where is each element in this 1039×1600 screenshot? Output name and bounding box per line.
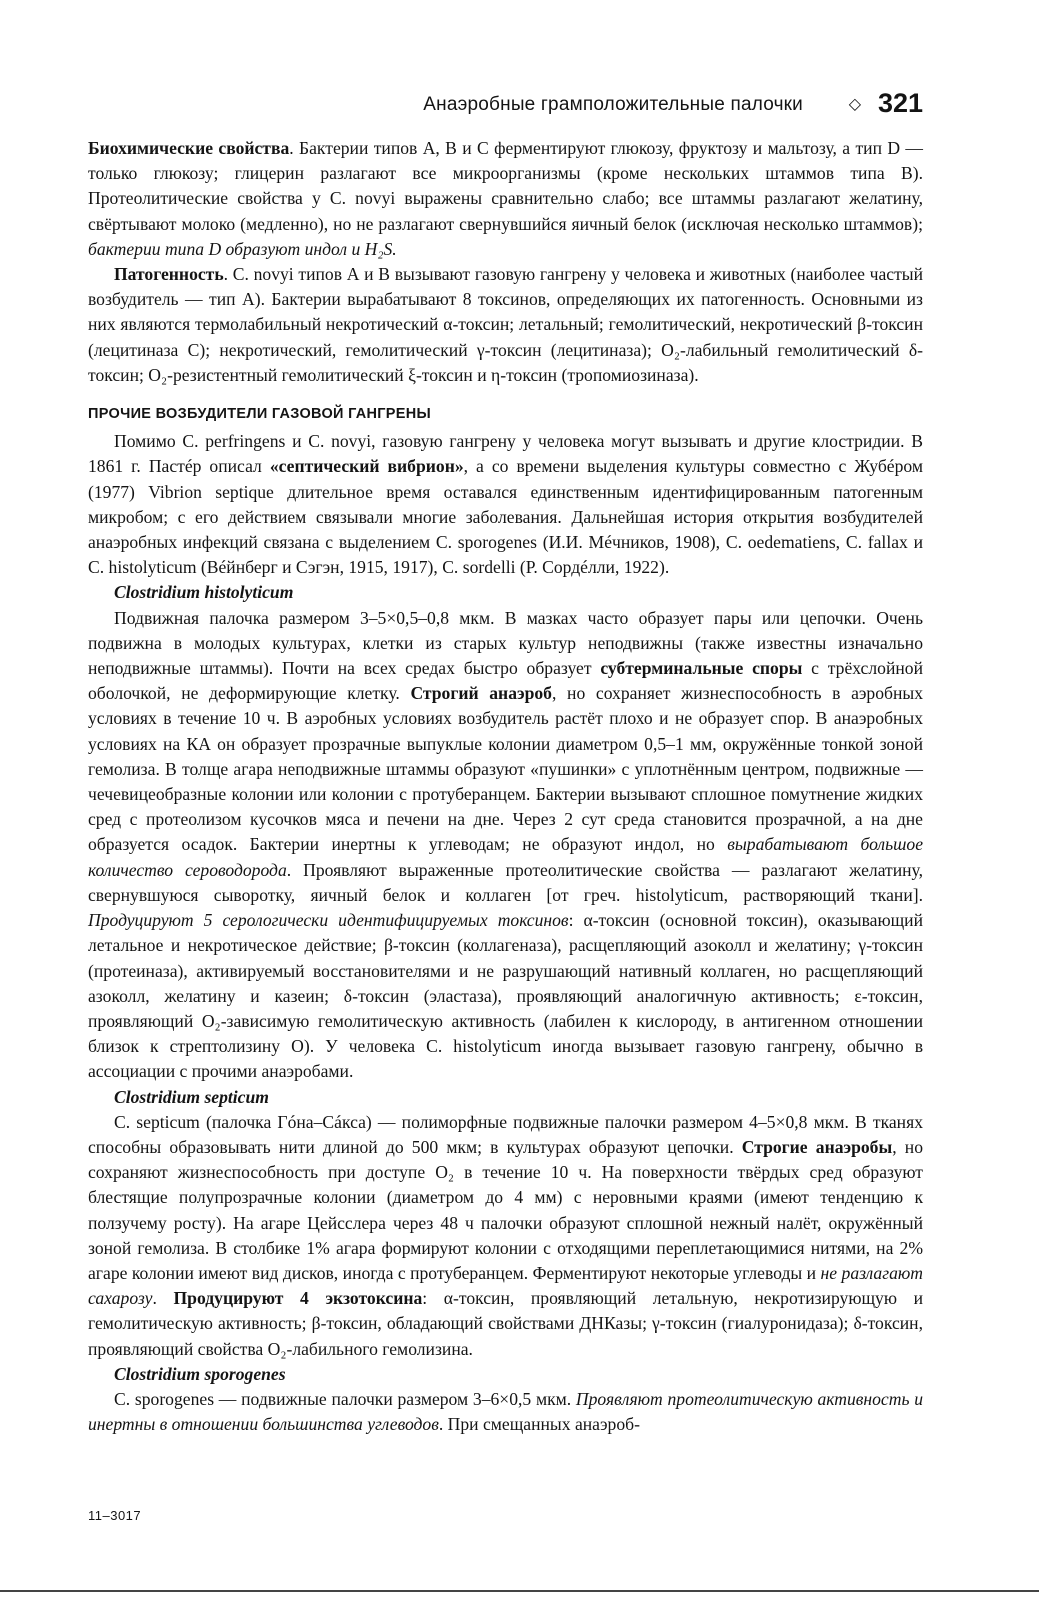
biochemical-heading: Биохимические свойства: [88, 138, 290, 158]
subtitle-septicum: Clostridium septicum: [114, 1086, 269, 1107]
histo-text-4: . Проявляют выраженные протеолитические свойства — разлагают желатину, свернувшуюся сыворотку, яичный белок и коллаген [от греч. histolyticum, растворяющий ткани].: [88, 859, 923, 905]
other-text-1: Помимо C. perfringens и C. novyi, газовую гангрену у человека могут вызывать и другие клостридии. В 1861 г. Пастéр описал: [88, 431, 923, 477]
running-title: Анаэробные грамположительные палочки: [423, 94, 803, 115]
biochemical-text: . Бактерии типов А, В и С ферментируют глюкозу, фруктозу и мальтозу, а тип D — только глюкозу; глицерин разлагают все микроорганизмы (кроме нескольких штаммов типа В). Протеолитические свойства у C. novyi выражены сравнительно слабо; все штаммы разлагают желатину, свёртывают молоко (медленно), но не разлагают свернувшийся яичный белок (исключая несколько штаммов);: [88, 138, 924, 234]
sporo-text-2: . При смещанных анаэроб-: [438, 1414, 640, 1435]
histo-text-5: : α-токсин (основной токсин), оказывающий летальное и некротическое действие; β-токсин (коллагеназа), расщепляющий азоколл и желатину; γ-токсин (протеиназа), активируемый восстановителями и не разрушающий нативный коллаген, но расщепляющий азоколл, желатину и казеин; δ-токсин (эластаза), проявляющий аналогичную активность; ε-токсин, проявляющий O₂-зависимую гемолитическую активность (лабилен к кислороду, в антигенном отношении близок к стрептолизину О). У человека C. histolyticum иногда вызывает газовую гангрену, обычно в ассоциации с прочими анаэробами.: [88, 910, 923, 1082]
paragraph-other-agents: [88, 429, 923, 580]
histo-bold-1: субтерминальные споры: [600, 658, 803, 679]
sporo-text-1: C. sporogenes — подвижные палочки размером 3–6×0,5 мкм.: [114, 1388, 576, 1409]
pathogenicity-heading: Патогенность: [114, 264, 224, 285]
sept-text-2: , но сохраняют жизнеспособность при доступе O₂ в течение 10 ч. На поверхности твёрдых сред образуют блестящие полупрозрачные колонии (диаметром до 4 мм) с неровными краями (имеют тенденцию к ползучему росту). На агаре Цейсслера через 48 ч палочки образуют сплошной нежный налёт, окружённый зоной гемолиза. В столбике 1% агара формируют колонии с отходящими переплетающимися нитями, на 2% агаре колонии имеют вид дисков, иногда с протуберанцем. Ферментируют некоторые углеводы и: [88, 1136, 924, 1283]
histo-italic-1: вырабатывают большое количество сероводорода: [88, 834, 923, 880]
sporo-italic: Проявляют протеолитическую активность и инертны в отношении большинства углеводов: [88, 1388, 923, 1435]
page-number: 321: [877, 88, 923, 118]
subtitle-sporogenes: Clostridium sporogenes: [114, 1363, 286, 1384]
histo-text-1: Подвижная палочка размером 3–5×0,5–0,8 мкм. В мазках часто образует пары или цепочки. Очень подвижна в молодых культурах, клетки из старых культур неподвижны (также известны изначально неподвижные штаммы). Почти на всех средах быстро образует: [88, 607, 923, 679]
paragraph-septicum: [88, 1110, 923, 1362]
sept-bold-1: Строгие анаэробы: [741, 1136, 893, 1157]
section-title-other-agents: ПРОЧИЕ ВОЗБУДИТЕЛИ ГАЗОВОЙ ГАНГРЕНЫ: [88, 406, 431, 423]
other-bold: «септический вибрион»: [269, 456, 464, 477]
paragraph-sporogenes: [88, 1387, 923, 1437]
histo-bold-2: Строгий анаэроб: [410, 683, 552, 704]
diamond-separator-icon: ◇: [848, 94, 861, 113]
page-body: [88, 136, 923, 1437]
bottom-rule: [0, 1590, 1039, 1592]
paragraph-histolyticum: [88, 606, 923, 1085]
sept-text-4: : α-токсин, проявляющий летальную, некротизирующую и гемолитическую активность; β-токсин, обладающий свойствами ДНКазы; γ-токсин (гиалуронидаза); δ-токсин, проявляющий свойства O₂-лабильного гемолизина.: [88, 1288, 924, 1359]
sept-bold-2: Продуцируют 4 экзотоксина: [173, 1288, 423, 1309]
paragraph-pathogenicity: [88, 262, 923, 388]
histo-text-2: с трёхслойной оболочкой, не деформирующие клетку.: [88, 658, 923, 704]
page-header: [88, 90, 923, 124]
histo-text-3: , но сохраняет жизнеспособность в аэробных условиях в течение 10 ч. В аэробных условиях возбудитель растёт плохо и не образует спор. В анаэробных условиях на КА он образует прозрачные выпуклые колонии диаметром 0,5–1 мм, окружённые тонкой зоной гемолиза. В толще агара неподвижные штаммы образуют «пушинки» с уплотнённым центром, подвижные — чечевицеобразные колонии или колонии с протуберанцем. Бактерии вызывают сплошное помутнение жидких сред с протеолизом кусочков мяса и печени на дне. Через 2 сут среда становится прозрачной, а на дне образуется осадок. Бактерии инертны к углеводам; не образуют индол, но: [88, 683, 924, 855]
signature-code: 11–3017: [88, 1508, 142, 1523]
biochemical-italic: бактерии типа D образуют индол и H₂S.: [88, 238, 397, 259]
histo-italic-2: Продуцируют 5 серологически идентифицируемых токсинов: [88, 910, 569, 931]
pathogenicity-text: . C. novyi типов А и В вызывают газовую гангрену у человека и животных (наиболее частый возбудитель — тип А). Бактерии вырабатывают 8 токсинов, определяющих их патогенность. Основными из них являются термолабильный некротический α-токсин; летальный; гемолитический, некротический β-токсин (лецитиназа С); некротический, гемолитический γ-токсин (лецитиназа); O₂-лабильный гемолитический δ-токсин; O₂-резистентный гемолитический ξ-токсин и η-токсин (тропомиозиназа).: [88, 264, 923, 385]
other-text-2: , а со времени выделения культуры совместно с Жубéром (1977) Vibrion septique длительное время оставался единственным идентифицированным патогенным микробом; с его действием связывали многие заболевания. Дальнейшая история открытия возбудителей анаэробных инфекций связана с выделением C. sporogenes (И.И. Мéчников, 1908), C. oedematiens, C. fallax и C. histolyticum (Вéйнберг и Сэгэн, 1915, 1917), C. sordelli (Р. Сордéлли, 1922).: [88, 456, 923, 578]
sept-italic: не разлагают сахарозу: [88, 1262, 923, 1309]
subtitle-histolyticum: Clostridium histolyticum: [114, 582, 294, 603]
sept-text-3: .: [152, 1288, 174, 1309]
sept-text-1: C. septicum (палочка Гóна–Сáкса) — полиморфные подвижные палочки размером 4–5×0,8 мкм. В тканях способны образовывать нити длиной до 500 мкм; в культурах образуют цепочки.: [88, 1111, 923, 1157]
paragraph-biochemical: [88, 136, 923, 262]
